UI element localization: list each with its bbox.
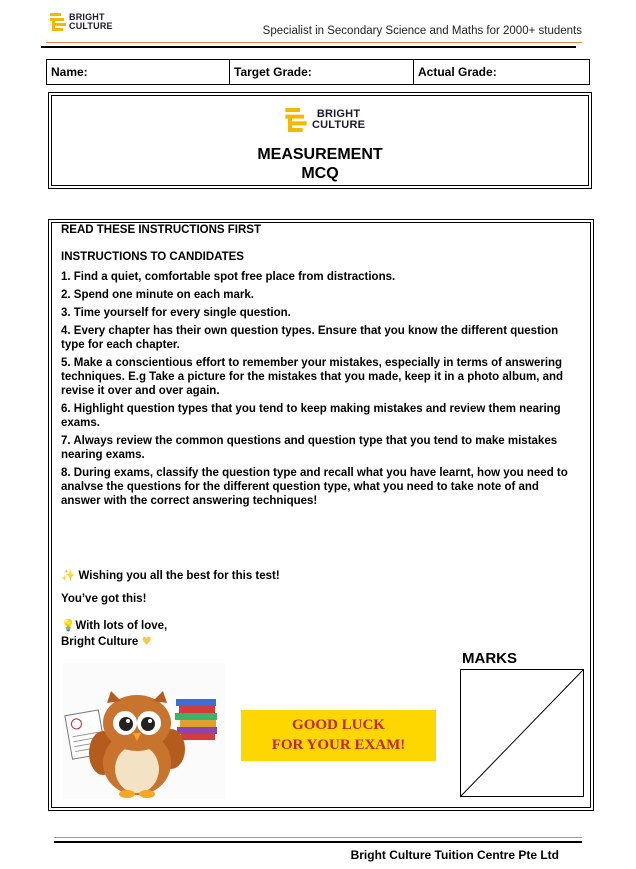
footer-rule-orange — [54, 837, 582, 838]
got-this-text: You’ve got this! — [61, 593, 147, 605]
footer-company: Bright Culture Tuition Centre Pte Ltd — [350, 848, 559, 862]
signature-text: Bright Culture — [61, 636, 139, 648]
instructions-heading: READ THESE INSTRUCTIONS FIRST — [61, 224, 261, 236]
instructions-subheading: INSTRUCTIONS TO CANDIDATES — [61, 251, 244, 263]
instructions-text — [61, 223, 581, 512]
instruction-item: 8. During exams, classify the question type and recall what you have learnt, how you need to analvse the questions for the different question type, what you need to take note of and answer with the correct answering techniques! — [61, 467, 568, 507]
instruction-item: 2. Spend one minute on each mark. — [61, 289, 254, 301]
header-logo — [50, 13, 113, 31]
header-rule-orange — [46, 42, 582, 43]
instruction-item: 6. Highlight question types that you tend to keep making mistakes and review them nearing exams. — [61, 403, 561, 429]
header-rule-black — [41, 46, 576, 48]
page-title: MEASUREMENT — [257, 146, 383, 163]
instruction-item: 5. Make a conscientious effort to remember your mistakes, especially in terms of answering techniques. E.g Take a picture for the mistakes that you made, keep it in a photo album, and revise it over and over again. — [61, 357, 564, 397]
instruction-item: 1. Find a quiet, comfortable spot free place from distractions. — [61, 271, 396, 283]
good-luck-line1: GOOD LUCK — [292, 717, 385, 733]
owl-mascot-illustration — [63, 663, 225, 799]
good-luck-line2: FOR YOUR EXAM! — [271, 737, 406, 753]
good-luck-banner — [241, 710, 436, 761]
wish-text: Wishing you all the best for this test! — [78, 570, 280, 582]
love-text: With lots of love, — [75, 620, 168, 632]
actual-grade-field[interactable] — [414, 60, 589, 84]
marks-label: MARKS — [462, 650, 517, 667]
sign-off — [61, 618, 167, 650]
header-tagline: Specialist in Secondary Science and Maths for 2000+ students — [262, 25, 582, 37]
name-field[interactable] — [47, 60, 230, 84]
instruction-item: 4. Every chapter has their own question types. Ensure that you know the different question type for each chapter. — [61, 325, 559, 351]
wishes — [61, 568, 280, 615]
logo-mark-icon — [50, 13, 66, 31]
light-bulb-icon: 💡 — [61, 618, 76, 632]
footer-rule-black — [54, 841, 582, 843]
name-label: Name: — [51, 65, 88, 79]
page-subtitle: MCQ — [301, 165, 339, 182]
logo-line2: CULTURE — [69, 21, 113, 31]
instructions-box — [48, 219, 594, 811]
instruction-item: 7. Always review the common questions and question type that you tend to make mistakes nearing exams. — [61, 435, 558, 461]
marks-box[interactable] — [460, 669, 584, 797]
title-logo-line1: BRIGHT — [316, 108, 361, 120]
target-grade-label: Target Grade: — [234, 65, 312, 79]
yellow-heart-icon: ♥ — [141, 634, 152, 648]
title-logo — [285, 108, 365, 132]
logo-line1: BRIGHT — [69, 12, 105, 22]
sparkles-icon: ✨ — [61, 568, 76, 582]
title-box — [48, 92, 592, 189]
actual-grade-label: Actual Grade: — [418, 65, 497, 79]
instruction-item: 3. Time yourself for every single question. — [61, 307, 291, 319]
title-logo-line2: CULTURE — [312, 119, 366, 131]
name-grade-bar — [46, 59, 590, 85]
target-grade-field[interactable] — [230, 60, 414, 84]
logo-mark-icon — [285, 108, 307, 132]
